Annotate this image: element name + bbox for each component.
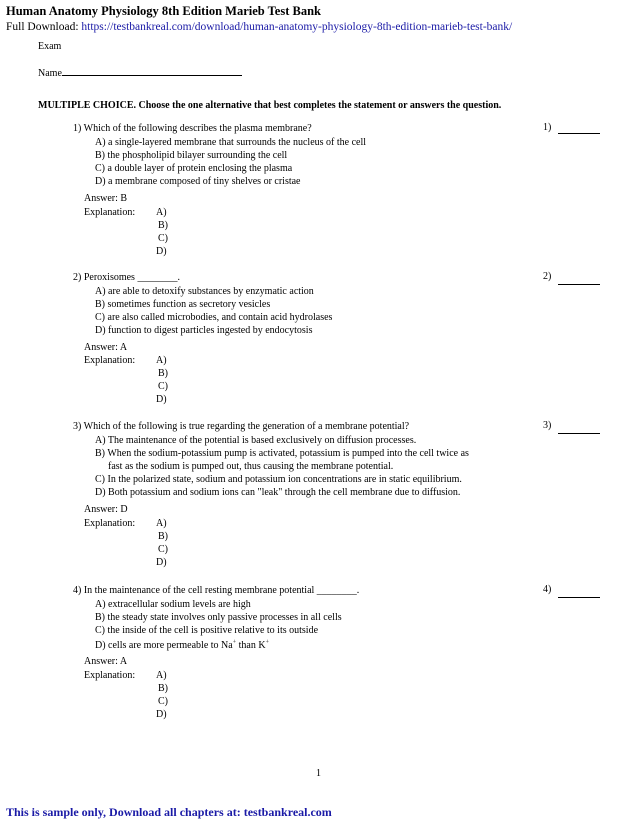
question-1-stem: 1) Which of the following describes the plasma membrane?: [73, 123, 312, 134]
q3-option-c: C) In the polarized state, sodium and potassium ion concentrations are in static equilibrium.: [95, 474, 462, 485]
q4-option-a: A) extracellular sodium levels are high: [95, 599, 251, 610]
q3-answer: [84, 503, 128, 516]
q3-option-a: A) The maintenance of the potential is based exclusively on diffusion processes.: [95, 435, 417, 446]
q4-exp-b: B): [158, 683, 168, 694]
q1-exp-c: C): [158, 233, 168, 244]
q2-exp-d: D): [156, 394, 167, 405]
q4-answer-value: A: [119, 656, 128, 667]
superscript-plus: +: [232, 639, 237, 646]
q2-answer-value: A: [119, 342, 128, 353]
q4-option-c: C) the inside of the cell is positive relative to its outside: [95, 625, 319, 636]
download-label: Full Download:: [6, 21, 79, 33]
q4-option-d-middle: than K: [236, 640, 266, 651]
question-2-number: 2): [543, 271, 552, 282]
q4-option-d: [95, 639, 269, 652]
q1-exp-a: A): [156, 207, 167, 218]
q1-answer-value: B: [120, 193, 128, 204]
question-1-number: 1): [543, 122, 552, 133]
q3-exp-c: C): [158, 544, 168, 555]
question-1-answer-blank: [558, 133, 600, 134]
explanation-label: Explanation:: [84, 670, 136, 681]
section-instructions: MULTIPLE CHOICE. Choose the one alternative that best completes the statement or answers the question.: [38, 100, 502, 111]
q4-exp-c: C): [158, 696, 168, 707]
q2-option-d: D) function to digest particles ingested by endocytosis: [95, 325, 313, 336]
explanation-label: Explanation:: [84, 518, 136, 529]
download-line: [6, 21, 512, 33]
answer-label: Answer:: [84, 342, 118, 353]
q3-exp-a: A): [156, 518, 167, 529]
page-number: 1: [316, 768, 321, 779]
superscript-plus: +: [265, 639, 269, 646]
question-4-number: 4): [543, 584, 552, 595]
q2-exp-a: A): [156, 355, 167, 366]
q3-option-b-continued: fast as the sodium is pumped out, thus causing the membrane potential.: [108, 461, 394, 472]
q4-exp-d: D): [156, 709, 167, 720]
q2-option-c: C) are also called microbodies, and contain acid hydrolases: [95, 312, 333, 323]
q1-option-a: A) a single-layered membrane that surrounds the nucleus of the cell: [95, 137, 367, 148]
q1-exp-b: B): [158, 220, 168, 231]
q3-option-d: D) Both potassium and sodium ions can "leak" through the cell membrane due to diffusion.: [95, 487, 461, 498]
q2-option-a: A) are able to detoxify substances by enzymatic action: [95, 286, 314, 297]
question-4-answer-blank: [558, 597, 600, 598]
explanation-label: Explanation:: [84, 207, 136, 218]
q3-exp-d: D): [156, 557, 167, 568]
question-2-stem: 2) Peroxisomes ________.: [73, 272, 180, 283]
q1-option-c: C) a double layer of protein enclosing the plasma: [95, 163, 293, 174]
q4-option-d-prefix: D) cells are more permeable to Na: [95, 640, 233, 651]
q2-exp-c: C): [158, 381, 168, 392]
q4-exp-a: A): [156, 670, 167, 681]
download-link[interactable]: https://testbankreal.com/download/human-anatomy-physiology-8th-edition-marieb-test-bank/: [81, 21, 513, 33]
answer-label: Answer:: [84, 504, 118, 515]
q3-exp-b: B): [158, 531, 168, 542]
q1-answer: [84, 192, 127, 205]
name-field: [38, 66, 242, 79]
document-title: Human Anatomy Physiology 8th Edition Marieb Test Bank: [6, 4, 321, 18]
q3-option-b: B) When the sodium-potassium pump is activated, potassium is pumped into the cell twice as: [95, 448, 469, 459]
exam-label: Exam: [38, 41, 62, 52]
explanation-label: Explanation:: [84, 355, 136, 366]
q3-answer-value: D: [120, 504, 128, 515]
question-3-number: 3): [543, 420, 552, 431]
name-blank-line: [62, 66, 242, 76]
q2-exp-b: B): [158, 368, 168, 379]
q1-exp-d: D): [156, 246, 167, 257]
answer-label: Answer:: [84, 193, 118, 204]
question-2-answer-blank: [558, 284, 600, 285]
q1-option-b: B) the phospholipid bilayer surrounding the cell: [95, 150, 288, 161]
question-3-answer-blank: [558, 433, 600, 434]
q4-answer: [84, 655, 127, 668]
q2-answer: [84, 341, 127, 354]
answer-label: Answer:: [84, 656, 118, 667]
name-label: Name: [38, 68, 62, 79]
q2-option-b: B) sometimes function as secretory vesicles: [95, 299, 271, 310]
question-4-stem: 4) In the maintenance of the cell resting membrane potential ________.: [73, 585, 360, 596]
q1-option-d: D) a membrane composed of tiny shelves or cristae: [95, 176, 301, 187]
q4-option-b: B) the steady state involves only passive processes in all cells: [95, 612, 342, 623]
question-3-stem: 3) Which of the following is true regarding the generation of a membrane potential?: [73, 421, 410, 432]
footer-notice[interactable]: This is sample only, Download all chapters at: testbankreal.com: [6, 805, 332, 819]
